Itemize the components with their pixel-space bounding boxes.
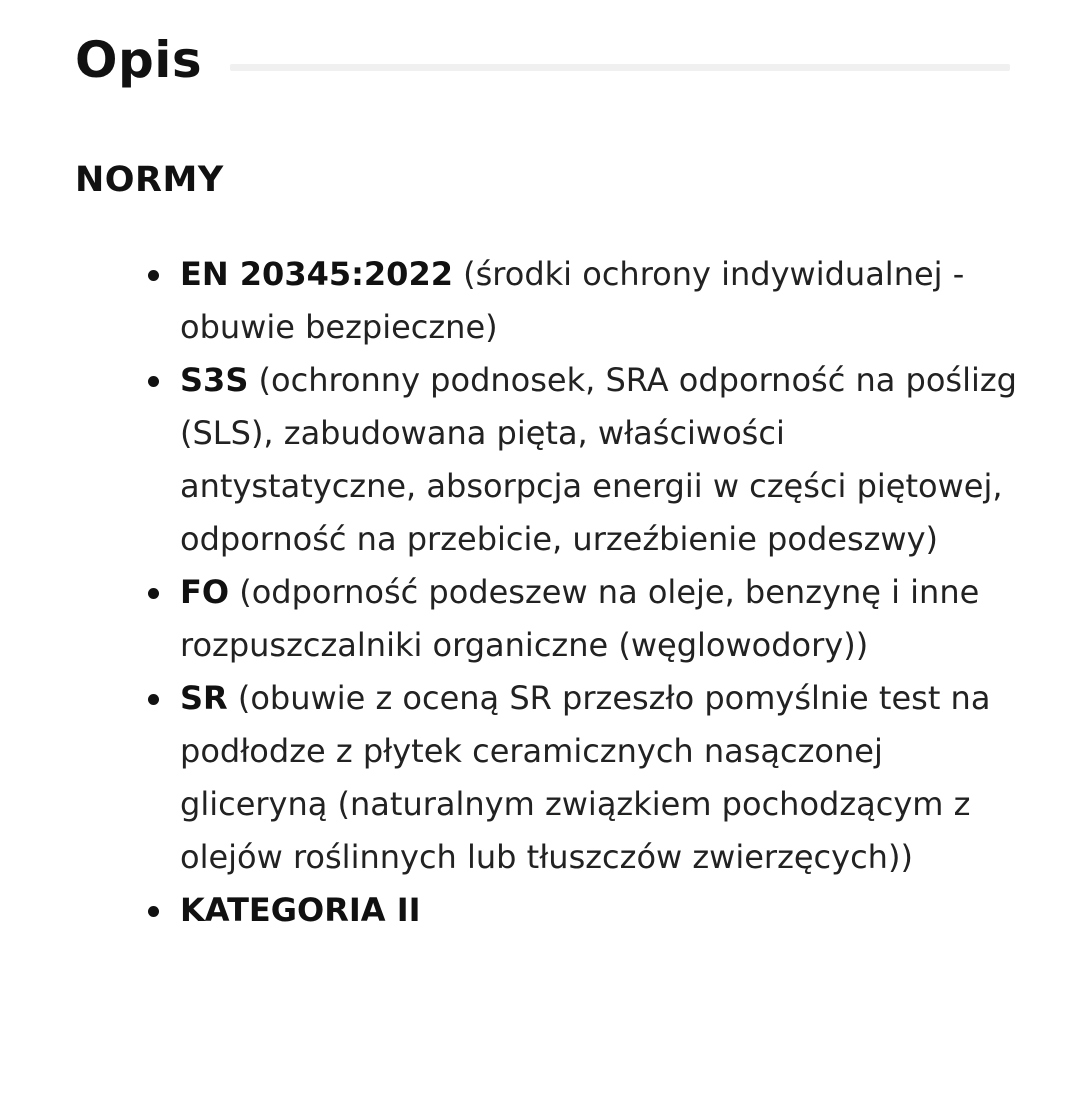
bullet-icon [148, 270, 159, 281]
description-header [75, 28, 1010, 92]
norm-code: KATEGORIA II [180, 891, 421, 929]
bullet-icon [148, 906, 159, 917]
norm-item [148, 248, 1018, 354]
norm-item [148, 672, 1018, 884]
norm-code: SR [180, 679, 228, 717]
section-heading: NORMY [75, 160, 224, 200]
norms-list [148, 248, 1018, 937]
norm-code: S3S [180, 361, 249, 399]
norm-code: EN 20345:2022 [180, 255, 453, 293]
norm-code: FO [180, 573, 230, 611]
norm-item [148, 354, 1018, 566]
norm-description: (odporność podeszew na oleje, benzynę i inne rozpuszczalniki organiczne (węglowodory)) [180, 573, 980, 664]
norm-description: (ochronny podnosek, SRA odporność na poślizg (SLS), zabudowana pięta, właściwości antystatyczne, absorpcja energii w części piętowej, odporność na przebicie, urzeźbienie podeszwy) [180, 361, 1017, 558]
norm-item [148, 566, 1018, 672]
page-title: Opis [75, 31, 203, 89]
norm-description: (obuwie z oceną SR przeszło pomyślnie test na podłodze z płytek ceramicznych nasączonej gliceryną (naturalnym związkiem pochodzącym z olejów roślinnych lub tłuszczów zwierzęcych)) [180, 679, 991, 876]
norm-description: (środki ochrony indywidualnej - obuwie bezpieczne) [180, 255, 965, 346]
bullet-icon [148, 694, 159, 705]
bullet-icon [148, 588, 159, 599]
title-divider [230, 64, 1010, 71]
norm-item [148, 884, 1018, 937]
bullet-icon [148, 376, 159, 387]
